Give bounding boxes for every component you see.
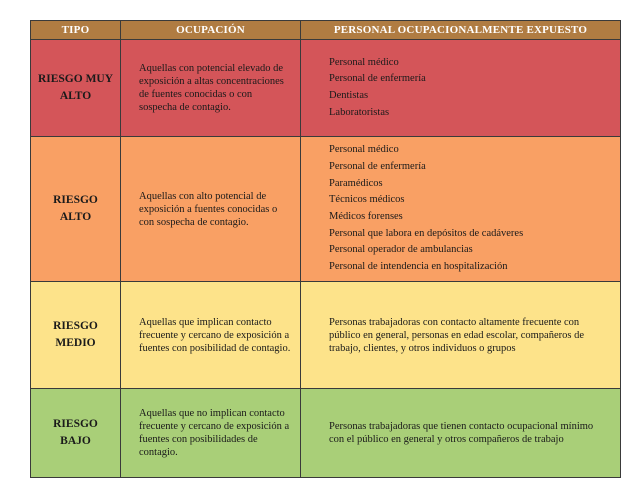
- personal-list: [329, 142, 610, 276]
- tipo-cell: [31, 137, 121, 282]
- tipo-line1: RIESGO: [53, 194, 98, 206]
- ocupacion-cell: Aquellas con alto potencial de exposición a fuentes conocidas o con sospecha de contagio.: [121, 137, 301, 282]
- personal-cell: Personas trabajadoras que tienen contacto ocupacional mínimo con el público en general y otros compañeros de trabajo: [301, 389, 621, 478]
- tipo-line1: RIESGO: [53, 320, 98, 332]
- tipo-cell: [31, 282, 121, 389]
- table-row-riesgo-bajo: [31, 389, 621, 478]
- header-tipo: TIPO: [31, 21, 121, 40]
- list-item: Personal médico: [329, 144, 399, 156]
- list-item: Personal de enfermería: [329, 73, 426, 85]
- personal-cell: Personas trabajadoras con contacto altamente frecuente con público en general, personas en edad escolar, compañeros de trabajo, clientes, y otros individuos o grupos: [301, 282, 621, 389]
- tipo-line2: MEDIO: [55, 337, 96, 349]
- tipo-line1: RIESGO: [53, 418, 98, 430]
- list-item: Paramédicos: [329, 177, 383, 189]
- table-header-row: [31, 21, 621, 40]
- tipo-line2: BAJO: [60, 435, 91, 447]
- personal-cell: [301, 40, 621, 137]
- personal-list: [329, 55, 610, 122]
- personal-cell: [301, 137, 621, 282]
- tipo-line2: ALTO: [59, 90, 92, 102]
- tipo-line1: RIESGO MUY: [37, 73, 114, 85]
- table-row-riesgo-medio: [31, 282, 621, 389]
- list-item: Personal que labora en depósitos de cadáveres: [329, 227, 524, 239]
- risk-classification-table: [30, 20, 621, 478]
- ocupacion-cell: Aquellas que implican contacto frecuente y cercano de exposición a fuentes con posibilidad de contagio.: [121, 282, 301, 389]
- list-item: Laboratoristas: [329, 106, 390, 118]
- table-row-riesgo-muy-alto: [31, 40, 621, 137]
- ocupacion-cell: Aquellas que no implican contacto frecuente y cercano de exposición a fuentes con posibilidades de contagio.: [121, 389, 301, 478]
- tipo-cell: [31, 389, 121, 478]
- header-ocupacion: OCUPACIÓN: [121, 21, 301, 40]
- list-item: Médicos forenses: [329, 211, 403, 222]
- list-item: Personal médico: [329, 56, 399, 68]
- header-personal: PERSONAL OCUPACIONALMENTE EXPUESTO: [301, 21, 621, 40]
- tipo-cell: [31, 40, 121, 137]
- list-item: Personal de intendencia en hospitalización: [329, 261, 508, 273]
- table-row-riesgo-alto: [31, 137, 621, 282]
- ocupacion-cell: Aquellas con potencial elevado de exposición a altas concentraciones de fuentes conocidas o con sospecha de contagio.: [121, 40, 301, 137]
- list-item: Personal operador de ambulancias: [329, 244, 473, 256]
- list-item: Dentistas: [329, 90, 369, 101]
- tipo-line2: ALTO: [59, 211, 92, 223]
- list-item: Personal de enfermería: [329, 160, 426, 172]
- list-item: Técnicos médicos: [329, 194, 405, 206]
